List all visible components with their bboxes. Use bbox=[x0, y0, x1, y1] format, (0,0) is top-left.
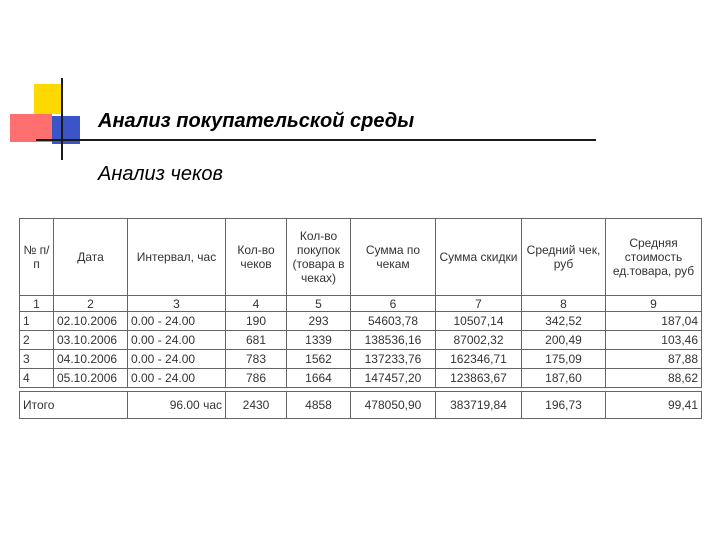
table-row bbox=[20, 369, 702, 388]
column-number: 5 bbox=[287, 296, 351, 312]
total-checks: 2430 bbox=[226, 392, 287, 419]
table-cell: 1664 bbox=[287, 369, 351, 388]
table-cell: 103,46 bbox=[606, 331, 702, 350]
table-cell: 1562 bbox=[287, 350, 351, 369]
table-cell: 293 bbox=[287, 312, 351, 331]
slide-subtitle: Анализ чеков bbox=[98, 163, 223, 185]
table-cell: 0.00 - 24.00 bbox=[128, 331, 226, 350]
column-number: 9 bbox=[606, 296, 702, 312]
slide-title: Анализ покупательской среды bbox=[98, 110, 415, 132]
table-cell: 1339 bbox=[287, 331, 351, 350]
total-sum: 478050,90 bbox=[351, 392, 436, 419]
header-cell: Дата bbox=[54, 219, 128, 296]
table-cell: 123863,67 bbox=[436, 369, 522, 388]
table-cell: 187,60 bbox=[522, 369, 606, 388]
column-number: 7 bbox=[436, 296, 522, 312]
table-cell: 0.00 - 24.00 bbox=[128, 350, 226, 369]
header-row bbox=[20, 219, 702, 296]
table-cell: 190 bbox=[226, 312, 287, 331]
table-cell: 03.10.2006 bbox=[54, 331, 128, 350]
table-cell: 138536,16 bbox=[351, 331, 436, 350]
total-discount: 383719,84 bbox=[436, 392, 522, 419]
column-number: 8 bbox=[522, 296, 606, 312]
checks-table bbox=[19, 218, 702, 419]
table-cell: 54603,78 bbox=[351, 312, 436, 331]
column-number: 3 bbox=[128, 296, 226, 312]
table-cell: 1 bbox=[20, 312, 54, 331]
table-cell: 10507,14 bbox=[436, 312, 522, 331]
decor-yellow-square bbox=[34, 84, 62, 114]
table-cell: 4 bbox=[20, 369, 54, 388]
decor-vertical-line bbox=[61, 78, 63, 160]
table-cell: 0.00 - 24.00 bbox=[128, 312, 226, 331]
total-row bbox=[20, 392, 702, 419]
header-cell: Интервал, час bbox=[128, 219, 226, 296]
table-cell: 04.10.2006 bbox=[54, 350, 128, 369]
decor-red-square bbox=[10, 114, 52, 142]
total-label: Итого bbox=[20, 392, 128, 419]
table-cell: 200,49 bbox=[522, 331, 606, 350]
total-avg-item: 99,41 bbox=[606, 392, 702, 419]
table-cell: 147457,20 bbox=[351, 369, 436, 388]
table-cell: 02.10.2006 bbox=[54, 312, 128, 331]
table-cell: 175,09 bbox=[522, 350, 606, 369]
table-cell: 87,88 bbox=[606, 350, 702, 369]
table-cell: 05.10.2006 bbox=[54, 369, 128, 388]
table-cell: 187,04 bbox=[606, 312, 702, 331]
total-interval: 96.00 час bbox=[128, 392, 226, 419]
table-cell: 162346,71 bbox=[436, 350, 522, 369]
table-cell: 783 bbox=[226, 350, 287, 369]
table-cell: 0.00 - 24.00 bbox=[128, 369, 226, 388]
column-number: 2 bbox=[54, 296, 128, 312]
table-row bbox=[20, 312, 702, 331]
table-cell: 88,62 bbox=[606, 369, 702, 388]
header-cell: Средняя стоимость ед.товара, руб bbox=[606, 219, 702, 296]
header-cell: Кол-во чеков bbox=[226, 219, 287, 296]
total-avg-check: 196,73 bbox=[522, 392, 606, 419]
column-number-row bbox=[20, 296, 702, 312]
table-cell: 681 bbox=[226, 331, 287, 350]
header-cell: Средний чек, руб bbox=[522, 219, 606, 296]
header-cell: Кол-во покупок (товара в чеках) bbox=[287, 219, 351, 296]
total-purchases: 4858 bbox=[287, 392, 351, 419]
table-cell: 2 bbox=[20, 331, 54, 350]
column-number: 6 bbox=[351, 296, 436, 312]
header-cell: Сумма скидки bbox=[436, 219, 522, 296]
column-number: 1 bbox=[20, 296, 54, 312]
table-cell: 786 bbox=[226, 369, 287, 388]
header-cell: Сумма по чекам bbox=[351, 219, 436, 296]
title-underline bbox=[36, 139, 596, 141]
table-cell: 137233,76 bbox=[351, 350, 436, 369]
table-cell: 342,52 bbox=[522, 312, 606, 331]
table-row bbox=[20, 350, 702, 369]
table-row bbox=[20, 331, 702, 350]
header-cell: № п/п bbox=[20, 219, 54, 296]
table-cell: 3 bbox=[20, 350, 54, 369]
table-cell: 87002,32 bbox=[436, 331, 522, 350]
column-number: 4 bbox=[226, 296, 287, 312]
